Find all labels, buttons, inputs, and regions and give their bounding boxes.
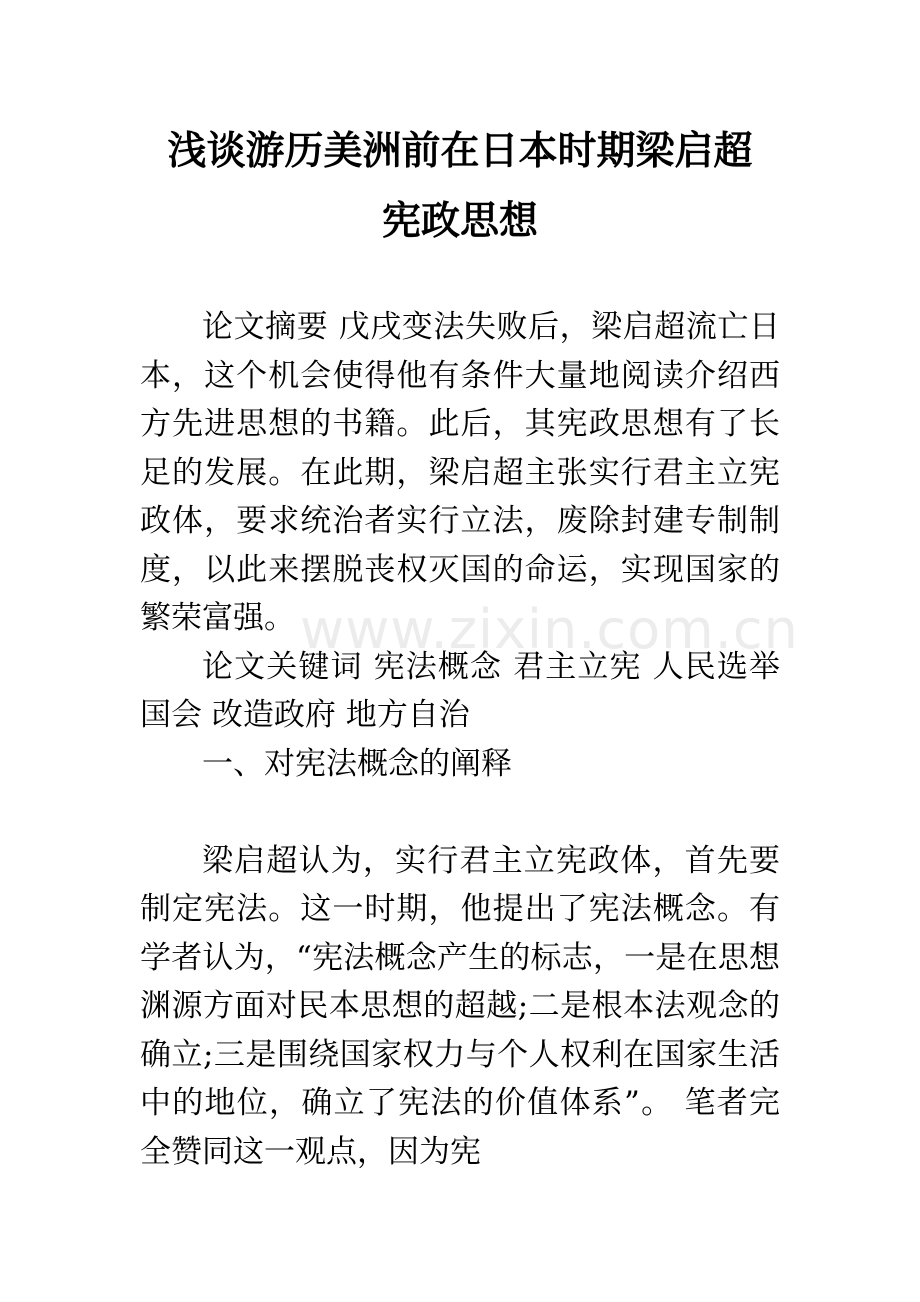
- watermark: www.zixin.com.cn: [300, 598, 799, 661]
- section-paragraph: 梁启超认为，实行君主立宪政体，首先要制定宪法。这一时期，他提出了宪法概念。有学者认为，“宪法概念产生的标志，一是在思想渊源方面对民本思想的超越;二是根本法观念的确立;三是围绕国家权力与个人权利在国家生活中的地位，确立了宪法的价值体系”。 笔者完全赞同这一观点，因为宪: [140, 842, 780, 1170]
- abstract-paragraph: 论文摘要 戊戌变法失败后，梁启超流亡日本，这个机会使得他有条件大量地阅读介绍西方先进思想的书籍。此后，其宪政思想有了长足的发展。在此期，梁启超主张实行君主立宪政体，要求统治者实行立法，废除封建专制制度，以此来摆脱丧权灭国的命运，实现国家的繁荣富强。: [140, 309, 780, 636]
- keywords-paragraph: 论文关键词 宪法概念 君主立宪 人民选举国会 改造政府 地方自治: [140, 648, 780, 733]
- document-body: [140, 303, 780, 1176]
- document-title-line-2: 宪政思想: [381, 198, 538, 244]
- document-title-line-1: 浅谈游历美洲前在日本时期梁启超: [167, 128, 753, 174]
- section-heading: 一、对宪法概念的阐释: [202, 745, 512, 782]
